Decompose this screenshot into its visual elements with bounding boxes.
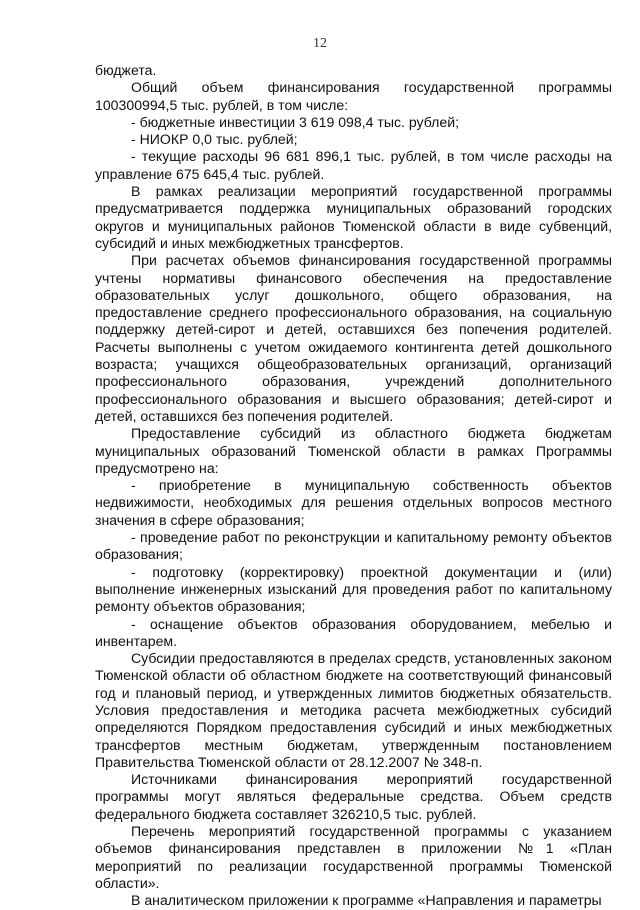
paragraph-p11: - оснащение объектов образования оборудованием, мебелью и инвентарем. xyxy=(95,615,612,649)
paragraph-p2: - бюджетные инвестиции 3 619 098,4 тыс. рублей; xyxy=(131,113,460,130)
document-body xyxy=(95,62,612,910)
paragraph-p6: При расчетах объемов финансирования государственной программы учтены нормативы финансового обеспечения на предоставление образовательных услуг дошкольного, общего образования, на предоставление среднего профессионального образования, на социальную поддержку детей-сирот и детей, оставшихся без попечения родителей. Расчеты выполнены с учетом ожидаемого контингента детей дошкольного возраста; учащихся общеобразовательных организаций, организаций профессионального образования, учреждений дополнительного профессионального образования и высшего образования; детей-сирот и детей, оставшихся без попечения родителей. xyxy=(95,252,612,424)
paragraph-p0: бюджета. xyxy=(95,62,157,78)
paragraph-p14: Перечень мероприятий государственной программы с указанием объемов финансирования представлен в приложении №1 «План мероприятий по реализации государственной программы Тюменской области». xyxy=(95,823,612,891)
paragraph-p9: - проведение работ по реконструкции и капитальному ремонту объектов образования; xyxy=(95,529,612,563)
paragraph-p5: В рамках реализации мероприятий государственной программы предусматривается поддержка муниципальных образований городских округов и муниципальных районов Тюменской области в виде субвенций, субсидий и иных межбюджетных трансфертов. xyxy=(95,183,612,251)
page-number: 12 xyxy=(313,36,327,51)
paragraph-p1: Общий объем финансирования государственной программы 100300994,5 тыс. рублей, в том числе: xyxy=(95,79,612,113)
paragraph-p4: - текущие расходы 96 681 896,1 тыс. рублей, в том числе расходы на управление 675 645,4 тыс. рублей. xyxy=(95,148,612,182)
paragraph-p8: - приобретение в муниципальную собственность объектов недвижимости, необходимых для решения отдельных вопросов местного значения в сфере образования; xyxy=(95,477,612,528)
paragraph-p15: В аналитическом приложении к программе «Направления и параметры xyxy=(131,892,602,909)
paragraph-p3: - НИОКР 0,0 тыс. рублей; xyxy=(131,131,298,148)
paragraph-p7: Предоставление субсидий из областного бюджета бюджетам муниципальных образований Тюменской области в рамках Программы предусмотрено на: xyxy=(95,425,612,476)
paragraph-p12: Субсидии предоставляются в пределах средств, установленных законом Тюменской области об областном бюджете на соответствующий финансовый год и плановый период, и утвержденных лимитов бюджетных обязательств. Условия предоставления и методика расчета межбюджетных субсидий определяются Порядком предоставления субсидий и иных межбюджетных трансфертов местным бюджетам, утвержденным постановлением Правительства Тюменской области от 28.12.2007 № 348-п. xyxy=(95,650,612,770)
paragraph-p13: Источниками финансирования мероприятий государственной программы могут являться федеральные средства. Объем средств федерального бюджета составляет 326210,5 тыс. рублей. xyxy=(95,771,612,822)
paragraph-p10: - подготовку (корректировку) проектной документации и (или) выполнение инженерных изысканий для проведения работ по капитальному ремонту объектов образования; xyxy=(95,563,612,615)
